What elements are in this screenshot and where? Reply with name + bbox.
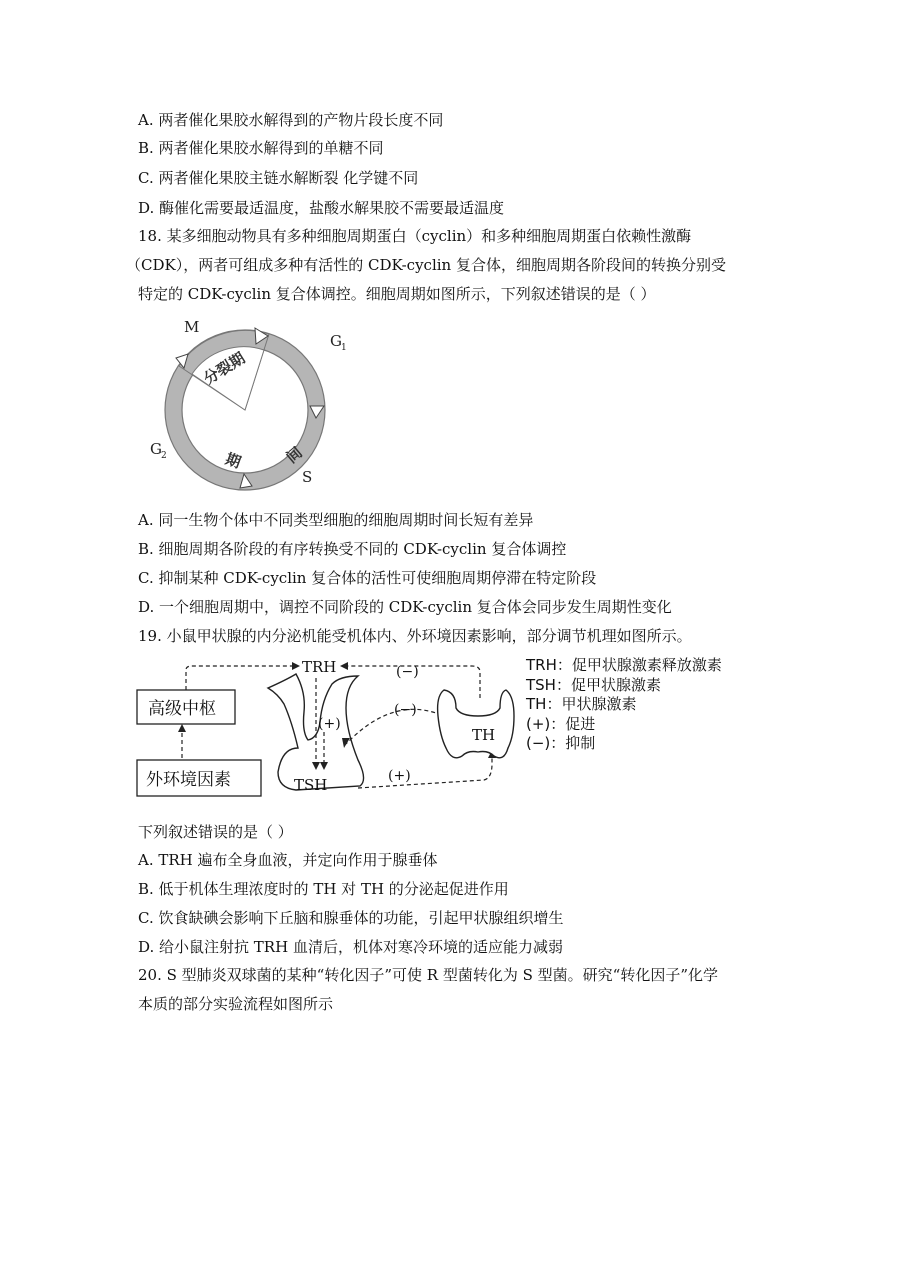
q18-stem-line-2: （CDK），两者可组成多种有活性的 CDK-cyclin 复合体，细胞周期各阶段间的转换分别受 [126, 256, 726, 274]
phase-inter-2: 期 [223, 449, 244, 472]
label-g1: G [330, 332, 342, 350]
q19-option-c: C. 饮食缺碘会影响下丘脑和腺垂体的功能，引起甲状腺组织增生 [138, 909, 564, 927]
label-g2-sub: 2 [161, 451, 167, 461]
label-m: M [184, 318, 200, 336]
tsh-label: TSH [294, 776, 328, 794]
hypothalamus-pituitary-outline [268, 674, 364, 790]
q18-option-a: A. 同一生物个体中不同类型细胞的细胞周期时间长短有差异 [138, 511, 534, 529]
phase-inter-1: 间 [282, 443, 306, 467]
q20-stem-line-2: 本质的部分实验流程如图所示 [138, 995, 334, 1013]
q18-option-d: D. 一个细胞周期中，调控不同阶段的 CDK-cyclin 复合体会同步发生周期性变化 [138, 598, 672, 616]
thyroid-regulation-figure [136, 652, 520, 802]
q18-stem-line-1: 18. 某多细胞动物具有多种细胞周期蛋白（cyclin）和多种细胞周期蛋白依赖性激酶 [138, 227, 692, 245]
q19-option-d: D. 给小鼠注射抗 TRH 血清后，机体对寒冷环境的适应能力减弱 [138, 938, 563, 956]
plus-trh-tsh: (+) [318, 716, 341, 732]
legend-trh: TRH：促甲状腺激素释放激素 [526, 656, 722, 674]
plus-tsh-th: (+) [388, 768, 411, 784]
q17-option-b: B. 两者催化果胶水解得到的单糖不同 [138, 139, 384, 157]
phase-division-label: 分裂期 [200, 348, 249, 389]
minus-th-trh: (−) [396, 664, 419, 680]
legend-plus: (+)：促进 [526, 715, 596, 733]
q19-prompt: 下列叙述错误的是（ ） [138, 823, 293, 841]
legend-tsh: TSH：促甲状腺激素 [526, 676, 661, 694]
box-external-env-label: 外环境因素 [146, 770, 231, 790]
q19-option-b: B. 低于机体生理浓度时的 TH 对 TH 的分泌起促进作用 [138, 880, 509, 898]
q17-option-c: C. 两者催化果胶主链水解断裂 化学键不同 [138, 169, 419, 187]
label-g2: G [150, 440, 162, 458]
label-s: S [302, 468, 313, 486]
q18-stem-line-3: 特定的 CDK-cyclin 复合体调控。细胞周期如图所示，下列叙述错误的是（ ） [138, 285, 656, 303]
legend-th: TH：甲状腺激素 [526, 695, 637, 713]
q19-option-a: A. TRH 遍布全身血液，并定向作用于腺垂体 [138, 851, 438, 869]
q18-option-c: C. 抑制某种 CDK-cyclin 复合体的活性可使细胞周期停滞在特定阶段 [138, 569, 597, 587]
box-higher-center-label: 高级中枢 [148, 699, 216, 719]
cell-cycle-figure [148, 314, 348, 504]
q19-stem: 19. 小鼠甲状腺的内分泌机能受机体内、外环境因素影响，部分调节机理如图所示。 [138, 627, 692, 645]
legend-minus: (−)：抑制 [526, 734, 596, 752]
q17-option-d: D. 酶催化需要最适温度，盐酸水解果胶不需要最适温度 [138, 199, 505, 217]
th-label: TH [472, 726, 496, 744]
thyroid-outline [438, 690, 514, 758]
minus-th-tsh: (−) [394, 702, 417, 718]
q17-option-a: A. 两者催化果胶水解得到的产物片段长度不同 [138, 111, 444, 129]
q20-stem-line-1: 20. S 型肺炎双球菌的某种“转化因子”可使 R 型菌转化为 S 型菌。研究“转化因子”化学 [138, 966, 718, 984]
q18-option-b: B. 细胞周期各阶段的有序转换受不同的 CDK-cyclin 复合体调控 [138, 540, 567, 558]
label-g1-sub: 1 [341, 343, 347, 353]
trh-label: TRH [302, 658, 337, 676]
